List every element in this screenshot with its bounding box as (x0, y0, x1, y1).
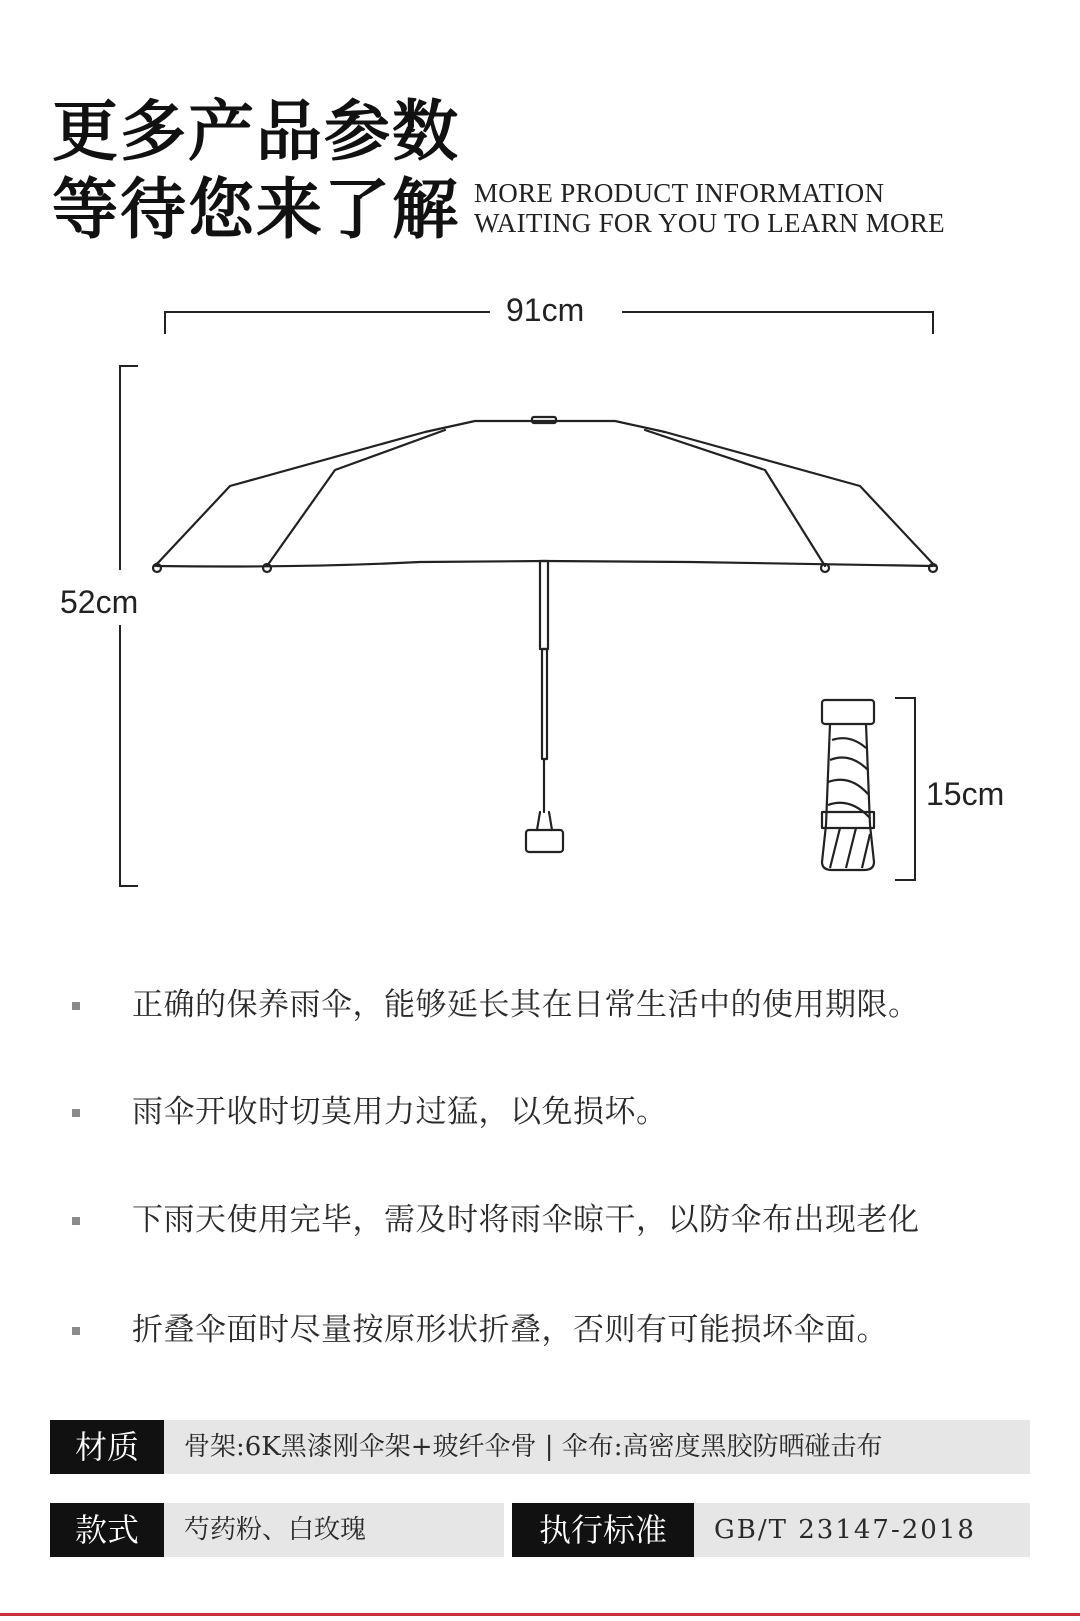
bottom-accent-line (0, 1613, 1080, 1616)
style-value: 芍药粉、白玫瑰 (164, 1503, 504, 1557)
standard-label: 执行标准 (512, 1503, 694, 1557)
list-item (68, 980, 1048, 1030)
bullet-icon (72, 1109, 80, 1117)
bullet-icon (72, 1002, 80, 1010)
height-bracket (120, 366, 138, 886)
list-item (68, 1087, 1048, 1137)
standard-value: GB/T 23147-2018 (694, 1503, 1030, 1557)
tip-text: 折叠伞面时尽量按原形状折叠，否则有可能损坏伞面。 (132, 1312, 888, 1348)
umbrella-open-icon (153, 417, 937, 852)
list-item (68, 1305, 1048, 1355)
tip-text: 下雨天使用完毕，需及时将雨伞晾干，以防伞布出现老化 (132, 1202, 920, 1238)
folded-length-bracket (895, 698, 915, 880)
umbrella-dimension-diagram (0, 270, 1080, 910)
subtitle-line1: MORE PRODUCT INFORMATION (474, 178, 885, 208)
material-label: 材质 (50, 1420, 164, 1474)
tip-text: 雨伞开收时切莫用力过猛，以免损坏。 (132, 1094, 668, 1130)
page-title-line2: 等待您来了解 (52, 170, 460, 248)
material-value: 骨架:6K黑漆刚伞架+玻纤伞骨 | 伞布:高密度黑胶防晒碰击布 (164, 1420, 1030, 1474)
style-label: 款式 (50, 1503, 164, 1557)
page-title-line1: 更多产品参数 (52, 92, 460, 170)
tip-text: 正确的保养雨伞，能够延长其在日常生活中的使用期限。 (132, 987, 920, 1023)
folded-length-label: 15cm (926, 776, 1005, 812)
width-dimension-label: 91cm (506, 292, 585, 328)
umbrella-folded-icon (822, 700, 874, 870)
bullet-icon (72, 1327, 80, 1335)
list-item (68, 1195, 1048, 1245)
height-dimension-label: 52cm (60, 584, 139, 620)
bullet-icon (72, 1217, 80, 1225)
subtitle-line2: WAITING FOR YOU TO LEARN MORE (474, 208, 945, 238)
